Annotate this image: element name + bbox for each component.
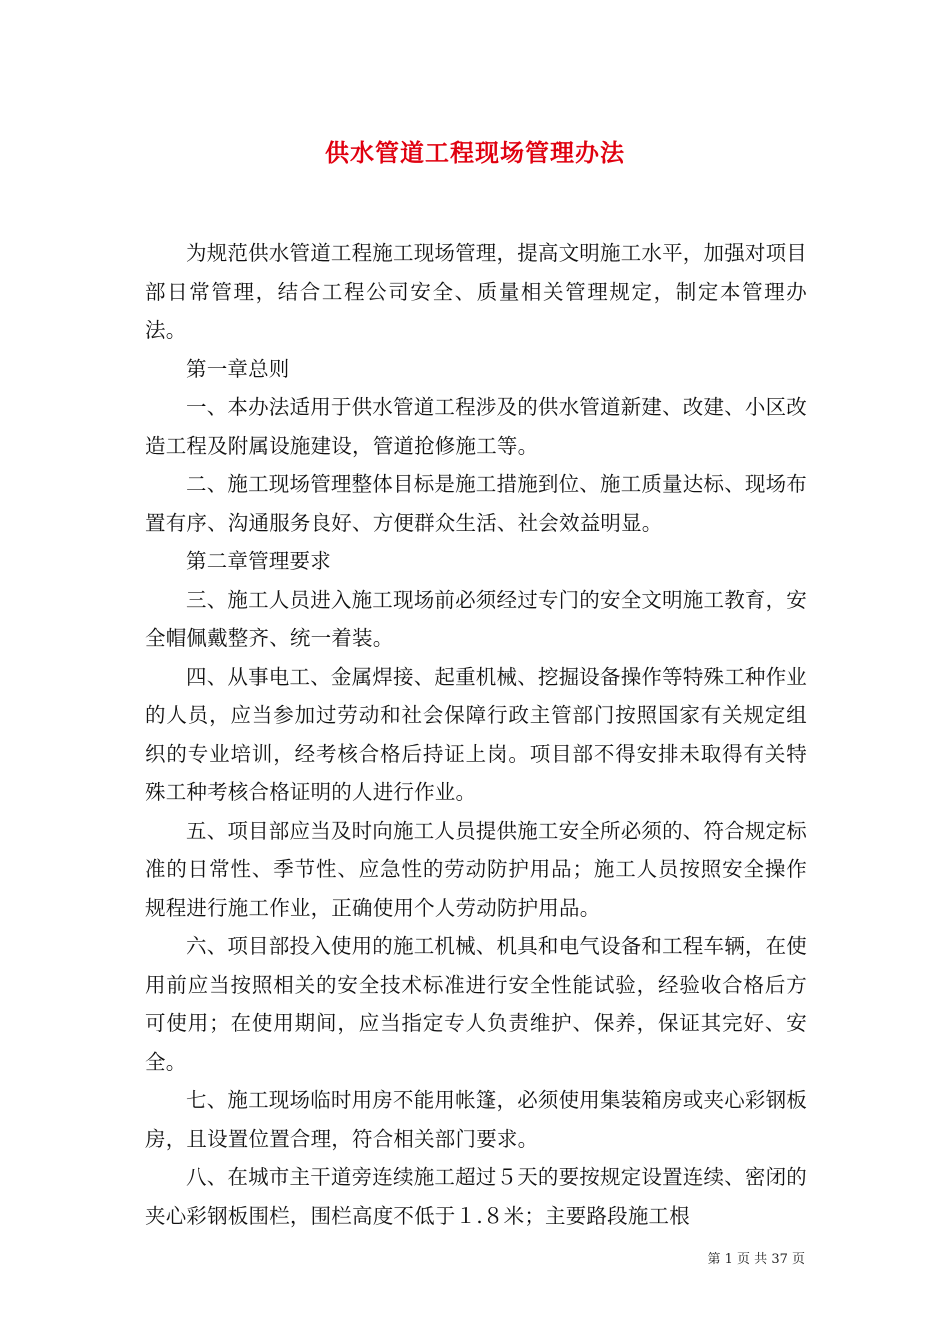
paragraph-article-8: 八、在城市主干道旁连续施工超过５天的要按规定设置连续、密闭的夹心彩钢板围栏，围栏高度不低于１.８米；主要路段施工根 <box>145 1165 807 1228</box>
paragraph-article-3: 三、施工人员进入施工现场前必须经过专门的安全文明施工教育，安全帽佩戴整齐、统一着装。 <box>145 587 807 650</box>
document-title: 供水管道工程现场管理办法 <box>325 138 625 167</box>
page-number-footer: 第 1 页 共 37 页 <box>707 1252 805 1267</box>
paragraph-article-4: 四、从事电工、金属焊接、起重机械、挖掘设备操作等特殊工种作业的人员，应当参加过劳动和社会保障行政主管部门按照国家有关规定组织的专业培训，经考核合格后持证上岗。项目部不得安排未取得有关特殊工种考核合格证明的人进行作业。 <box>145 664 807 804</box>
paragraph-article-1: 一、本办法适用于供水管道工程涉及的供水管道新建、改建、小区改造工程及附属设施建设，管道抢修施工等。 <box>145 395 807 458</box>
paragraph-article-6: 六、项目部投入使用的施工机械、机具和电气设备和工程车辆，在使用前应当按照相关的安全技术标准进行安全性能试验，经验收合格后方可使用；在使用期间，应当指定专人负责维护、保养，保证其完好、安全。 <box>145 934 807 1074</box>
chapter-heading-2: 第二章管理要求 <box>186 549 331 573</box>
chapter-heading-1: 第一章总则 <box>186 356 290 381</box>
paragraph-article-7: 七、施工现场临时用房不能用帐篷，必须使用集装箱房或夹心彩钢板房，且设置位置合理，符合相关部门要求。 <box>145 1088 807 1151</box>
document-body <box>145 234 807 1235</box>
paragraph-article-5: 五、项目部应当及时向施工人员提供施工安全所必须的、符合规定标准的日常性、季节性、应急性的劳动防护用品；施工人员按照安全操作规程进行施工作业，正确使用个人劳动防护用品。 <box>145 818 807 920</box>
paragraph-article-2: 二、施工现场管理整体目标是施工措施到位、施工质量达标、现场布置有序、沟通服务良好、方便群众生活、社会效益明显。 <box>145 472 807 535</box>
paragraph-intro: 为规范供水管道工程施工现场管理，提高文明施工水平，加强对项目部日常管理，结合工程公司安全、质量相关管理规定，制定本管理办法。 <box>145 241 807 342</box>
